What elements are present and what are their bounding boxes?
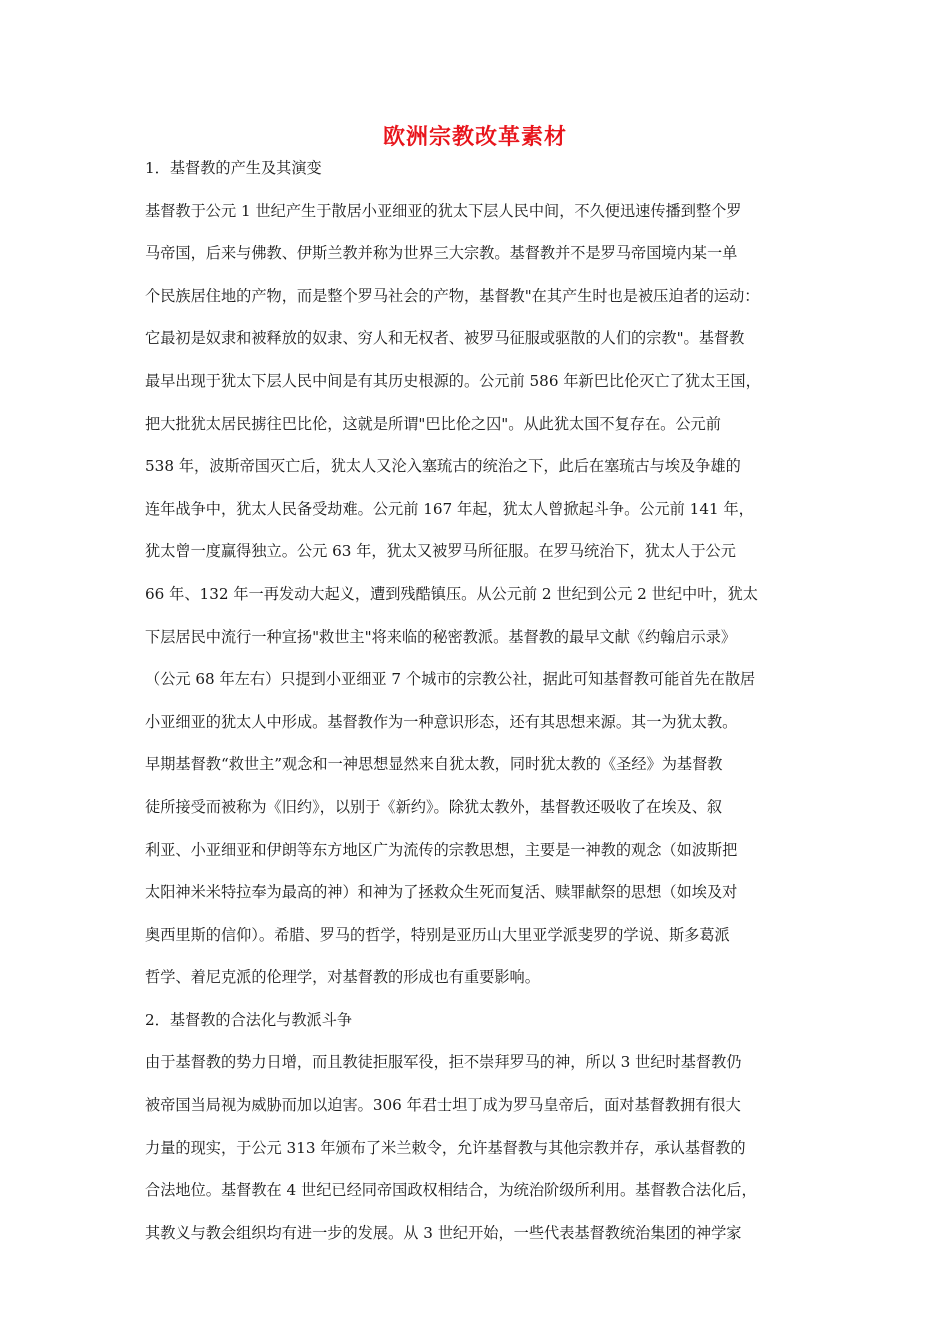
text-line: （公元 68 年左右）只提到小亚细亚 7 个城市的宗教公社，据此可知基督教可能首先在散居 bbox=[145, 670, 756, 689]
document-body bbox=[145, 147, 810, 1254]
section-1-paragraph bbox=[145, 190, 810, 999]
text-line: 徒所接受而被称为《旧约》，以别于《新约》。除犹太教外，基督教还吸收了在埃及、叙 bbox=[145, 797, 723, 816]
text-line: 下层居民中流行一种宣扬"救世主"将来临的秘密教派。基督教的最早文献《约翰启示录》 bbox=[145, 627, 737, 646]
text-line: 小亚细亚的犹太人中形成。基督教作为一种意识形态，还有其思想来源。其一为犹太教。 bbox=[145, 712, 738, 731]
text-line: 538 年，波斯帝国灭亡后，犹太人又沦入塞琉古的统治之下，此后在塞琉古与埃及争雄的 bbox=[145, 457, 741, 476]
text-line: 力量的现实，于公元 313 年颁布了米兰敕令，允许基督教与其他宗教并存，承认基督教的 bbox=[145, 1138, 746, 1157]
text-line: 犹太曾一度赢得独立。公元 63 年，犹太又被罗马所征服。在罗马统治下，犹太人于公元 bbox=[145, 542, 736, 561]
text-line: 奥西里斯的信仰）。希腊、罗马的哲学，特别是亚历山大里亚学派斐罗的学说、斯多葛派 bbox=[145, 925, 730, 944]
section-heading-2: 2．基督教的合法化与教派斗争 bbox=[145, 1010, 353, 1029]
text-line: 早期基督教“救世主”观念和一神思想显然来自犹太教，同时犹太教的《圣经》为基督教 bbox=[145, 755, 723, 774]
text-line: 把大批犹太居民掳往巴比伦，这就是所谓"巴比伦之囚"。从此犹太国不复存在。公元前 bbox=[145, 414, 721, 433]
text-line: 基督教于公元 1 世纪产生于散居小亚细亚的犹太下层人民中间，不久便迅速传播到整个罗 bbox=[145, 201, 742, 220]
text-line: 哲学、着尼克派的伦理学，对基督教的形成也有重要影响。 bbox=[145, 968, 540, 987]
text-line: 它最初是奴隶和被释放的奴隶、穷人和无权者、被罗马征服或驱散的人们的宗教"。基督教 bbox=[145, 329, 745, 348]
text-line: 利亚、小亚细亚和伊朗等东方地区广为流传的宗教思想，主要是一神教的观念（如波斯把 bbox=[145, 840, 738, 859]
text-line: 太阳神米米特拉奉为最高的神）和神为了拯救众生死而复活、赎罪献祭的思想（如埃及对 bbox=[145, 883, 738, 902]
section-2-paragraph bbox=[145, 1041, 810, 1254]
text-line: 连年战争中，犹太人民备受劫难。公元前 167 年起，犹太人曾掀起斗争。公元前 141 年， bbox=[145, 499, 754, 518]
text-line: 其教义与教会组织均有进一步的发展。从 3 世纪开始，一些代表基督教统治集团的神学家 bbox=[145, 1223, 742, 1242]
section-heading-1: 1．基督教的产生及其演变 bbox=[145, 159, 322, 177]
text-line: 个民族居住地的产物，而是整个罗马社会的产物，基督教"在其产生时也是被压迫者的运动： bbox=[145, 286, 760, 305]
text-line: 最早出现于犹太下层人民中间是有其历史根源的。公元前 586 年新巴比伦灭亡了犹太王国， bbox=[145, 371, 761, 390]
text-line: 被帝国当局视为威胁而加以迫害。306 年君士坦丁成为罗马皇帝后，面对基督教拥有很大 bbox=[145, 1096, 741, 1115]
text-line: 由于基督教的势力日增，而且教徒拒服军役，拒不崇拜罗马的神，所以 3 世纪时基督教仍 bbox=[145, 1053, 742, 1072]
document-title: 欧洲宗教改革素材 bbox=[382, 124, 567, 150]
text-line: 马帝国，后来与佛教、伊斯兰教并称为世界三大宗教。基督教并不是罗马帝国境内某一单 bbox=[145, 244, 738, 263]
text-line: 合法地位。基督教在 4 世纪已经同帝国政权相结合，为统治阶级所利用。基督教合法化后， bbox=[145, 1181, 757, 1200]
text-line: 66 年、132 年一再发动大起义，遭到残酷镇压。从公元前 2 世纪到公元 2 世纪中叶，犹太 bbox=[145, 584, 758, 603]
